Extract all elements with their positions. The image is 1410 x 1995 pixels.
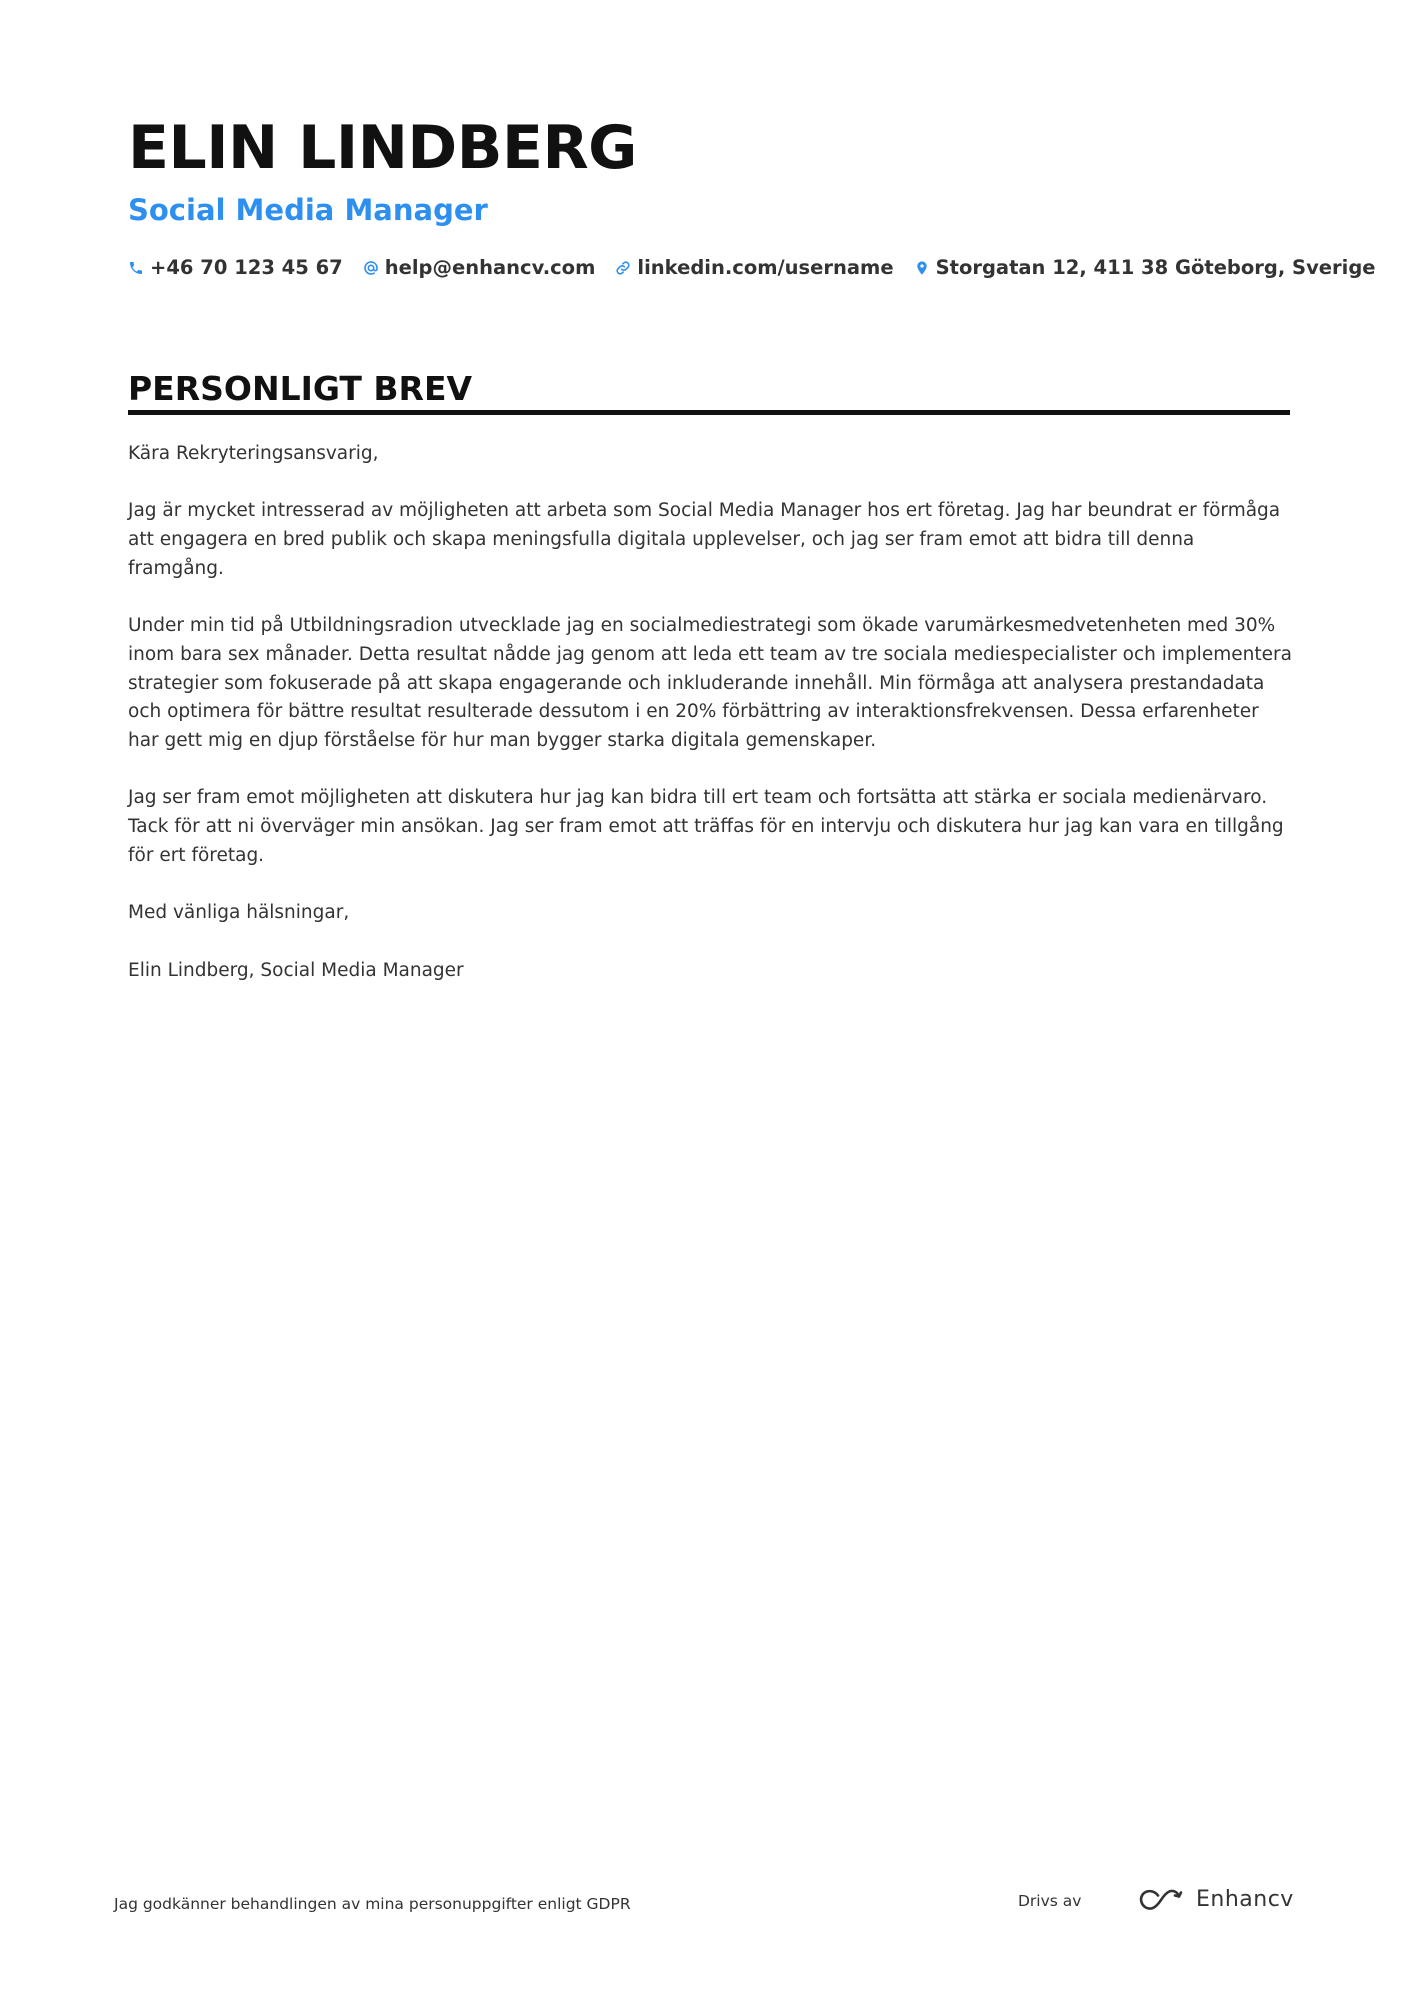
phone-text: +46 70 123 45 67 [150, 256, 343, 279]
contact-linkedin[interactable] [615, 254, 893, 282]
gdpr-consent: Jag godkänner behandlingen av mina personuppgifter enligt GDPR [114, 1895, 631, 1913]
applicant-job-title: Social Media Manager [128, 193, 488, 227]
link-icon [615, 260, 631, 276]
email-text: help@enhancv.com [384, 256, 596, 279]
contact-bar [128, 254, 1396, 282]
location-pin-icon [914, 260, 930, 276]
letter-paragraph-3: Jag ser fram emot möjligheten att diskutera hur jag kan bidra till ert team och fortsätta att stärka er sociala medienärvaro. Tack för att ni överväger min ansökan. Jag ser fram emot att träffas för en intervju och diskutera hur jag kan vara en tillgång för ert företag. [128, 787, 1284, 866]
contact-phone[interactable] [128, 254, 343, 282]
letter-paragraph-2: Under min tid på Utbildningsradion utvecklade jag en socialmediestrategi som ökade varumärkesmedvetenheten med 30% inom bara sex månader. Detta resultat nådde jag genom att leda ett team av tre sociala mediespecialister och implementera strategier som fokuserade på att skapa engagerande och inkluderande innehåll. Min förmåga att analysera prestandadata och optimera för bättre resultat resulterade dessutom i en 20% förbättring av interaktionsfrekvensen. Dessa erfarenheter har gett mig en djup förståelse för hur man bygger starka digitala gemenskaper. [128, 615, 1292, 751]
letter-closing: Med vänliga hälsningar, [128, 902, 350, 924]
enhancv-logo-icon [1138, 1887, 1184, 1913]
powered-by-label: Drivs av [1018, 1892, 1082, 1910]
section-divider [128, 410, 1290, 415]
contact-email[interactable] [363, 254, 596, 282]
letter-greeting: Kära Rekryteringsansvarig, [128, 443, 379, 464]
at-icon [363, 260, 379, 276]
enhancv-brand-text: Enhancv [1196, 1887, 1294, 1912]
letter-paragraph-1: Jag är mycket intresserad av möjligheten att arbeta som Social Media Manager hos ert företag. Jag har beundrat er förmåga att engagera en bred publik och skapa meningsfulla digitala upplevelser, och jag ser fram emot att bidra till denna framgång. [128, 500, 1281, 579]
applicant-name: ELIN LINDBERG [128, 113, 637, 183]
contact-address [914, 254, 1376, 282]
linkedin-text: linkedin.com/username [637, 256, 894, 279]
letter-signature: Elin Lindberg, Social Media Manager [128, 959, 464, 981]
section-title: PERSONLIGT BREV [128, 369, 473, 408]
letter-body [128, 440, 1293, 1014]
address-text: Storgatan 12, 411 38 Göteborg, Sverige [935, 256, 1376, 279]
enhancv-logo[interactable] [1138, 1884, 1294, 1916]
phone-icon [128, 260, 144, 276]
